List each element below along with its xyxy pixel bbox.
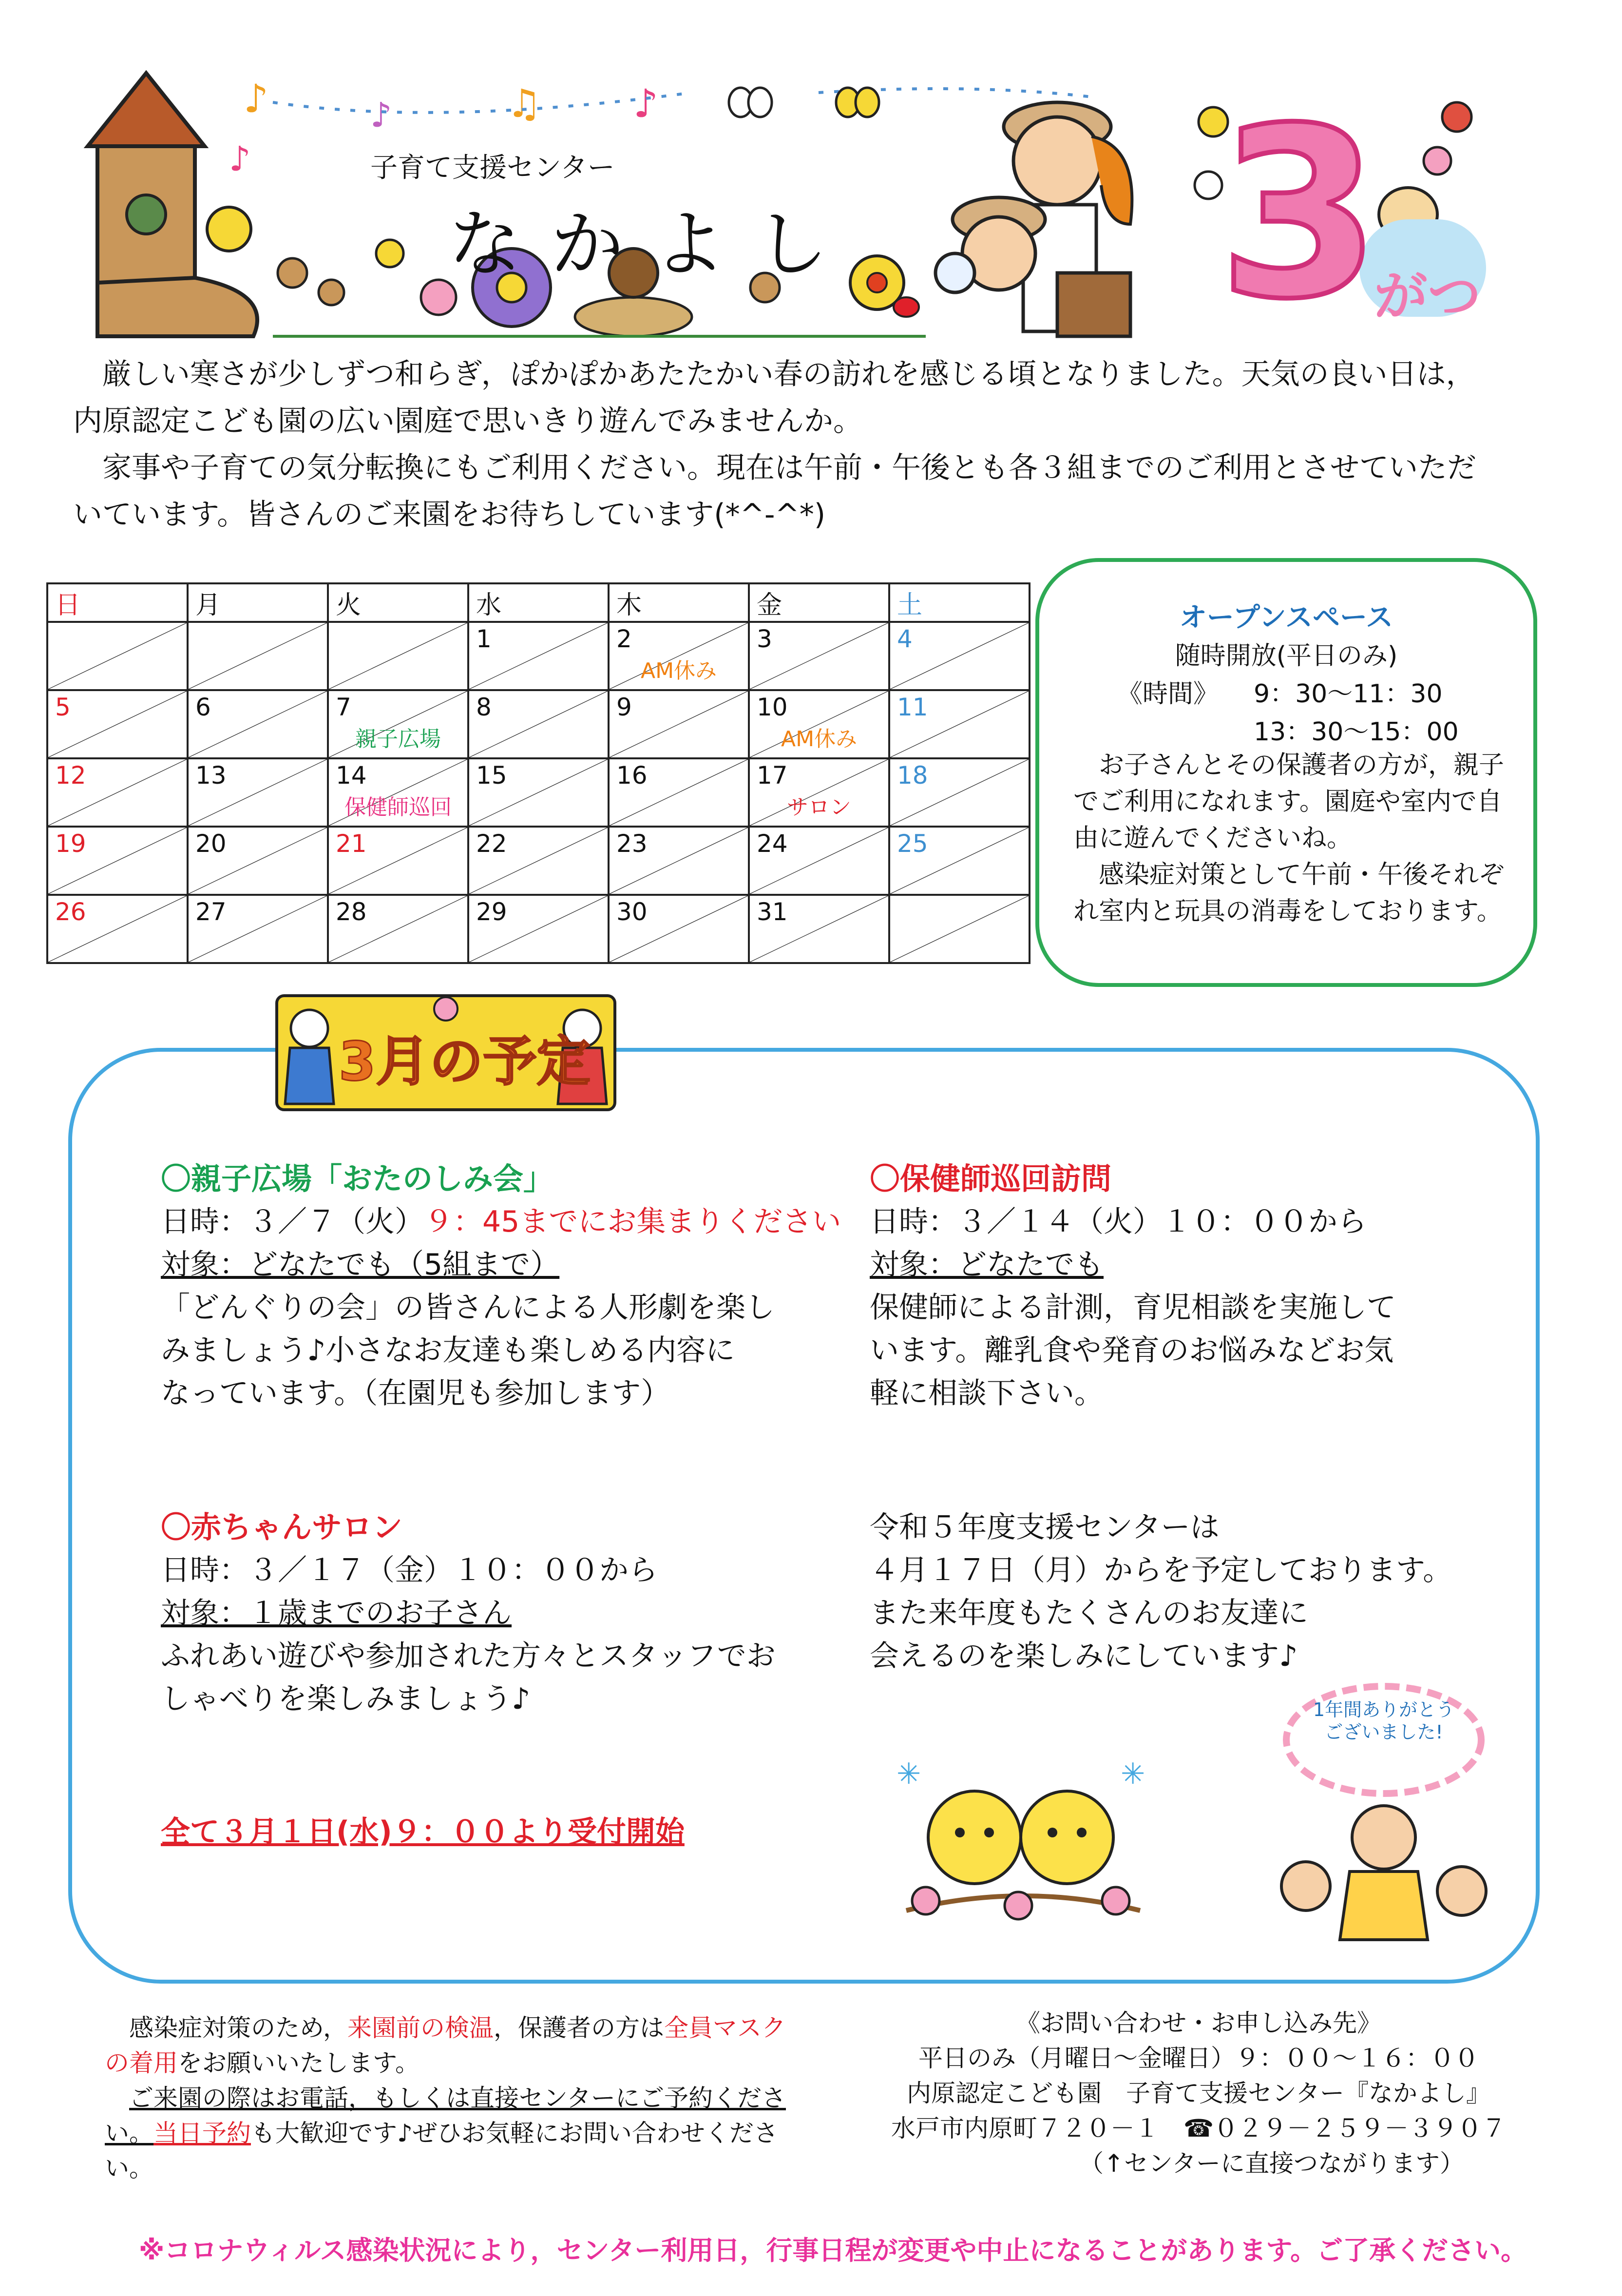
notice-line: ４月１７日（月）からを予定しております。 [870, 1553, 1452, 1587]
footer-emphasis: 全員マスクの着用 [105, 2014, 786, 2077]
calendar-day-cell [188, 758, 328, 827]
day-number: 18 [897, 761, 928, 790]
event-target: 対象：１歳までのお子さん [161, 1596, 512, 1630]
event-heading: 〇保健師巡回訪問 [870, 1161, 1112, 1196]
calendar-day-cell [468, 690, 609, 758]
morning-time: 9：30～11：30 [1254, 679, 1443, 709]
weekday-header: 火 [328, 583, 468, 622]
weekday-header: 土 [889, 583, 1030, 622]
calendar-day-cell [328, 895, 468, 963]
weekday-header: 金 [749, 583, 889, 622]
month-word: がつ [1374, 265, 1481, 328]
diagonal-slash [48, 623, 187, 689]
calendar-week-row [47, 758, 1030, 827]
calendar-day-cell [328, 758, 468, 827]
butterfly-icon [729, 88, 772, 117]
footer-text: も大歓迎です♪ぜひお気軽にお問い合わせください。 [105, 2119, 778, 2182]
calendar-day-cell [889, 690, 1030, 758]
bird-icon [207, 207, 251, 251]
open-space-heading: オープンスペース [1179, 602, 1393, 634]
event-description-line: ふれあい遊びや参加された方々とスタッフでお [161, 1639, 776, 1673]
butterfly-icon [836, 88, 879, 117]
event-date-label: 日時：３／７（火） [161, 1205, 424, 1239]
svg-text:♫: ♫ [507, 81, 542, 126]
day-number: 12 [55, 761, 86, 790]
svg-text:♪: ♪ [633, 81, 659, 126]
open-space-description [1073, 747, 1512, 930]
calendar-week-row [47, 690, 1030, 758]
calendar-day-cell [609, 690, 749, 758]
calendar-week-row [47, 827, 1030, 895]
calendar-day-cell [47, 895, 188, 963]
calendar-day-cell [889, 895, 1030, 963]
event-date: 日時：３／１４（火）１０：００から [870, 1205, 1367, 1239]
svg-text:♪: ♪ [229, 139, 251, 179]
reception-start [161, 1811, 685, 1853]
footer-text: ご来園の際はお電話，もしくは直接センターにご予約ください。 [105, 2084, 786, 2147]
calendar-day-cell [328, 827, 468, 895]
footer-paragraph-2 [105, 2081, 787, 2186]
thanks-sign: 1年間ありがとうございました! [1313, 1699, 1455, 1743]
footer-text: 感染症対策のため， [129, 2014, 347, 2042]
event-date: 日時：３／１７（金）１０：００から [161, 1553, 658, 1587]
calendar-day-cell [188, 690, 328, 758]
calendar-day-cell [889, 827, 1030, 895]
open-space-schedule: 随時開放(平日のみ) [1175, 641, 1398, 671]
day-number: 24 [757, 830, 788, 858]
day-number: 26 [55, 898, 86, 926]
newsletter-title: なかよし [448, 202, 858, 287]
day-number: 30 [616, 898, 648, 926]
calendar-day-cell [468, 895, 609, 963]
footer-paragraph-1 [105, 2010, 787, 2081]
event-description-line: なっています。（在園児も参加します） [161, 1376, 670, 1410]
header [0, 0, 1622, 350]
calendar-day-cell [609, 895, 749, 963]
day-number: 15 [476, 761, 507, 790]
weekday-header: 月 [188, 583, 328, 622]
calendar-day-cell [188, 827, 328, 895]
calendar-day-cell [609, 758, 749, 827]
day-event: AM休み [781, 727, 858, 752]
event-date-note: ９：45までにお集まりください [424, 1205, 841, 1239]
event-akachan-salon [161, 1506, 776, 1720]
event-target: 対象：どなたでも [870, 1248, 1104, 1282]
intro-text [73, 351, 1535, 538]
diagonal-slash [890, 896, 1029, 962]
event-oyako-hiroba [161, 1158, 841, 1415]
calendar-day-cell [468, 758, 609, 827]
footer-emphasis: 来園前の検温 [347, 2014, 494, 2042]
day-number: 29 [476, 898, 507, 926]
day-number: 19 [55, 830, 86, 858]
footer-text: ，保護者の方は [494, 2014, 664, 2042]
day-event: 親子広場 [355, 727, 441, 752]
center-subtitle: 子育て支援センター [370, 152, 615, 184]
calendar-day-cell [749, 827, 889, 895]
badge-label: 3月の予定 [339, 1030, 591, 1093]
contact-name: 内原認定こども園 子育て支援センター『なかよし』 [907, 2079, 1490, 2107]
afternoon-time: 13：30～15：00 [1254, 717, 1459, 747]
day-number: 3 [757, 625, 772, 653]
contact-hours: 平日のみ（月曜日～金曜日）９：００～１６：００ [918, 2044, 1479, 2072]
contact-heading: 《お問い合わせ・お申し込み先》 [1016, 2009, 1381, 2037]
day-number: 4 [897, 625, 913, 653]
day-number: 5 [55, 693, 71, 721]
event-heading: 〇赤ちゃんサロン [161, 1509, 403, 1545]
calendar-day-cell [47, 622, 188, 690]
day-number: 20 [195, 830, 227, 858]
day-number: 11 [897, 693, 928, 721]
intro-line: 家事や子育ての気分転換にもご利用ください。現在は午前・午後とも各３組までのご利用とさせていただ [102, 451, 1476, 485]
intro-line: 内原認定こども園の広い園庭で思いきり遊んでみませんか。 [73, 404, 862, 438]
event-description-line: 軽に相談下さい。 [870, 1376, 1104, 1410]
day-number: 1 [476, 625, 492, 653]
notice-line: 令和５年度支援センターは [870, 1510, 1220, 1544]
day-number: 14 [336, 761, 367, 790]
notice-line: 会えるのを楽しみにしています♪ [870, 1639, 1298, 1673]
day-number: 7 [336, 693, 351, 721]
day-number: 23 [616, 830, 648, 858]
calendar-day-cell [889, 622, 1030, 690]
time-label: 《時間》 [1117, 679, 1219, 709]
calendar-day-cell [188, 895, 328, 963]
footer-emphasis: 当日予約 [153, 2119, 251, 2147]
reception-text: 全て３月１日(水)９：００より受付開始 [161, 1815, 685, 1849]
month-number: 3 [1218, 78, 1381, 350]
calendar-day-cell [889, 758, 1030, 827]
calendar-day-cell [468, 622, 609, 690]
calendar-header-row [47, 583, 1030, 622]
day-number: 31 [757, 898, 788, 926]
schedule-badge [275, 994, 616, 1111]
day-event: AM休み [640, 658, 717, 683]
day-number: 2 [616, 625, 632, 653]
event-description-line: みましょう♪小さなお友達も楽しめる内容に [161, 1333, 735, 1368]
intro-line: いています。皆さんのご来園をお待ちしています(*^-^*) [73, 498, 826, 532]
event-date [161, 1200, 841, 1243]
event-heading: 〇親子広場「おたのしみ会」 [161, 1161, 554, 1196]
day-number: 9 [616, 693, 632, 721]
event-description-line: しゃべりを楽しみましょう♪ [161, 1682, 531, 1716]
notice-line: また来年度もたくさんのお友達に [870, 1596, 1308, 1630]
calendar-week-row [47, 895, 1030, 963]
event-description-line: います。離乳食や発育のお悩みなどお気 [870, 1333, 1394, 1368]
calendar-day-cell [468, 827, 609, 895]
intro-line: 厳しい寒さが少しずつ和らぎ，ぽかぽかあたたかい春の訪れを感じる頃となりました。天気の良い日は， [102, 357, 1475, 391]
day-number: 21 [336, 830, 367, 858]
weekday-header: 木 [609, 583, 749, 622]
diagonal-slash [189, 623, 327, 689]
calendar-day-cell [749, 895, 889, 963]
calendar-day-cell [188, 622, 328, 690]
calendar-day-cell [47, 690, 188, 758]
open-space-box [1035, 558, 1537, 987]
calendar-day-cell [47, 827, 188, 895]
day-number: 27 [195, 898, 227, 926]
calendar-day-cell [609, 622, 749, 690]
contact-address-phone: 水戸市内原町７２０－１ ☎０２９－２５９－３９０７ [891, 2114, 1507, 2142]
open-space-paragraph: 感染症対策として午前・午後それぞれ室内と玩具の消毒をしております。 [1073, 860, 1505, 926]
calendar-day-cell [47, 758, 188, 827]
svg-text:✳: ✳ [897, 1757, 921, 1791]
detective-children-illustration [935, 102, 1132, 336]
calendar-day-cell [749, 758, 889, 827]
calendar-day-cell [609, 827, 749, 895]
weekday-header: 日 [47, 583, 188, 622]
day-number: 25 [897, 830, 928, 858]
footer-text: をお願いいたします。 [178, 2049, 420, 2077]
day-number: 10 [757, 693, 788, 721]
day-number: 16 [616, 761, 648, 790]
svg-text:✳: ✳ [1121, 1757, 1145, 1791]
contact-info [858, 2006, 1540, 2181]
diagonal-slash [329, 623, 467, 689]
chicks-illustration [887, 1755, 1160, 1940]
footer-notice [105, 2010, 787, 2186]
event-target: 対象：どなたでも（5組まで） [161, 1248, 560, 1282]
svg-text:♪: ♪ [244, 76, 269, 121]
day-event: サロン [787, 795, 851, 820]
calendar-day-cell [328, 622, 468, 690]
calendar-day-cell [749, 622, 889, 690]
day-event: 保健師巡回 [344, 795, 452, 820]
boot-house-illustration [88, 73, 257, 336]
weekday-header: 水 [468, 583, 609, 622]
calendar-day-cell [328, 690, 468, 758]
event-description-line: 保健師による計測，育児相談を実施して [870, 1291, 1396, 1325]
calendar-week-row [47, 622, 1030, 690]
day-number: 6 [195, 693, 211, 721]
day-number: 8 [476, 693, 492, 721]
covid-notice: ※コロナウィルス感染状況により，センター利用日，行事日程が変更や中止になることがあります。ご了承ください。 [138, 2235, 1527, 2266]
event-description-line: 「どんぐりの会」の皆さんによる人形劇を楽し [161, 1291, 775, 1325]
calendar-day-cell [749, 690, 889, 758]
contact-note: （↑センターに直接つながります） [1079, 2149, 1464, 2178]
open-space-paragraph: お子さんとその保護者の方が，親子でご利用になれます。園庭や室内で自由に遊んでくださいね。 [1073, 751, 1505, 853]
day-number: 28 [336, 898, 367, 926]
day-number: 22 [476, 830, 507, 858]
day-number: 17 [757, 761, 788, 790]
calendar-table [46, 582, 1030, 964]
event-hokenshi [870, 1158, 1396, 1415]
next-year-notice [870, 1506, 1452, 1678]
svg-text:♪: ♪ [370, 95, 392, 135]
day-number: 13 [195, 761, 227, 790]
